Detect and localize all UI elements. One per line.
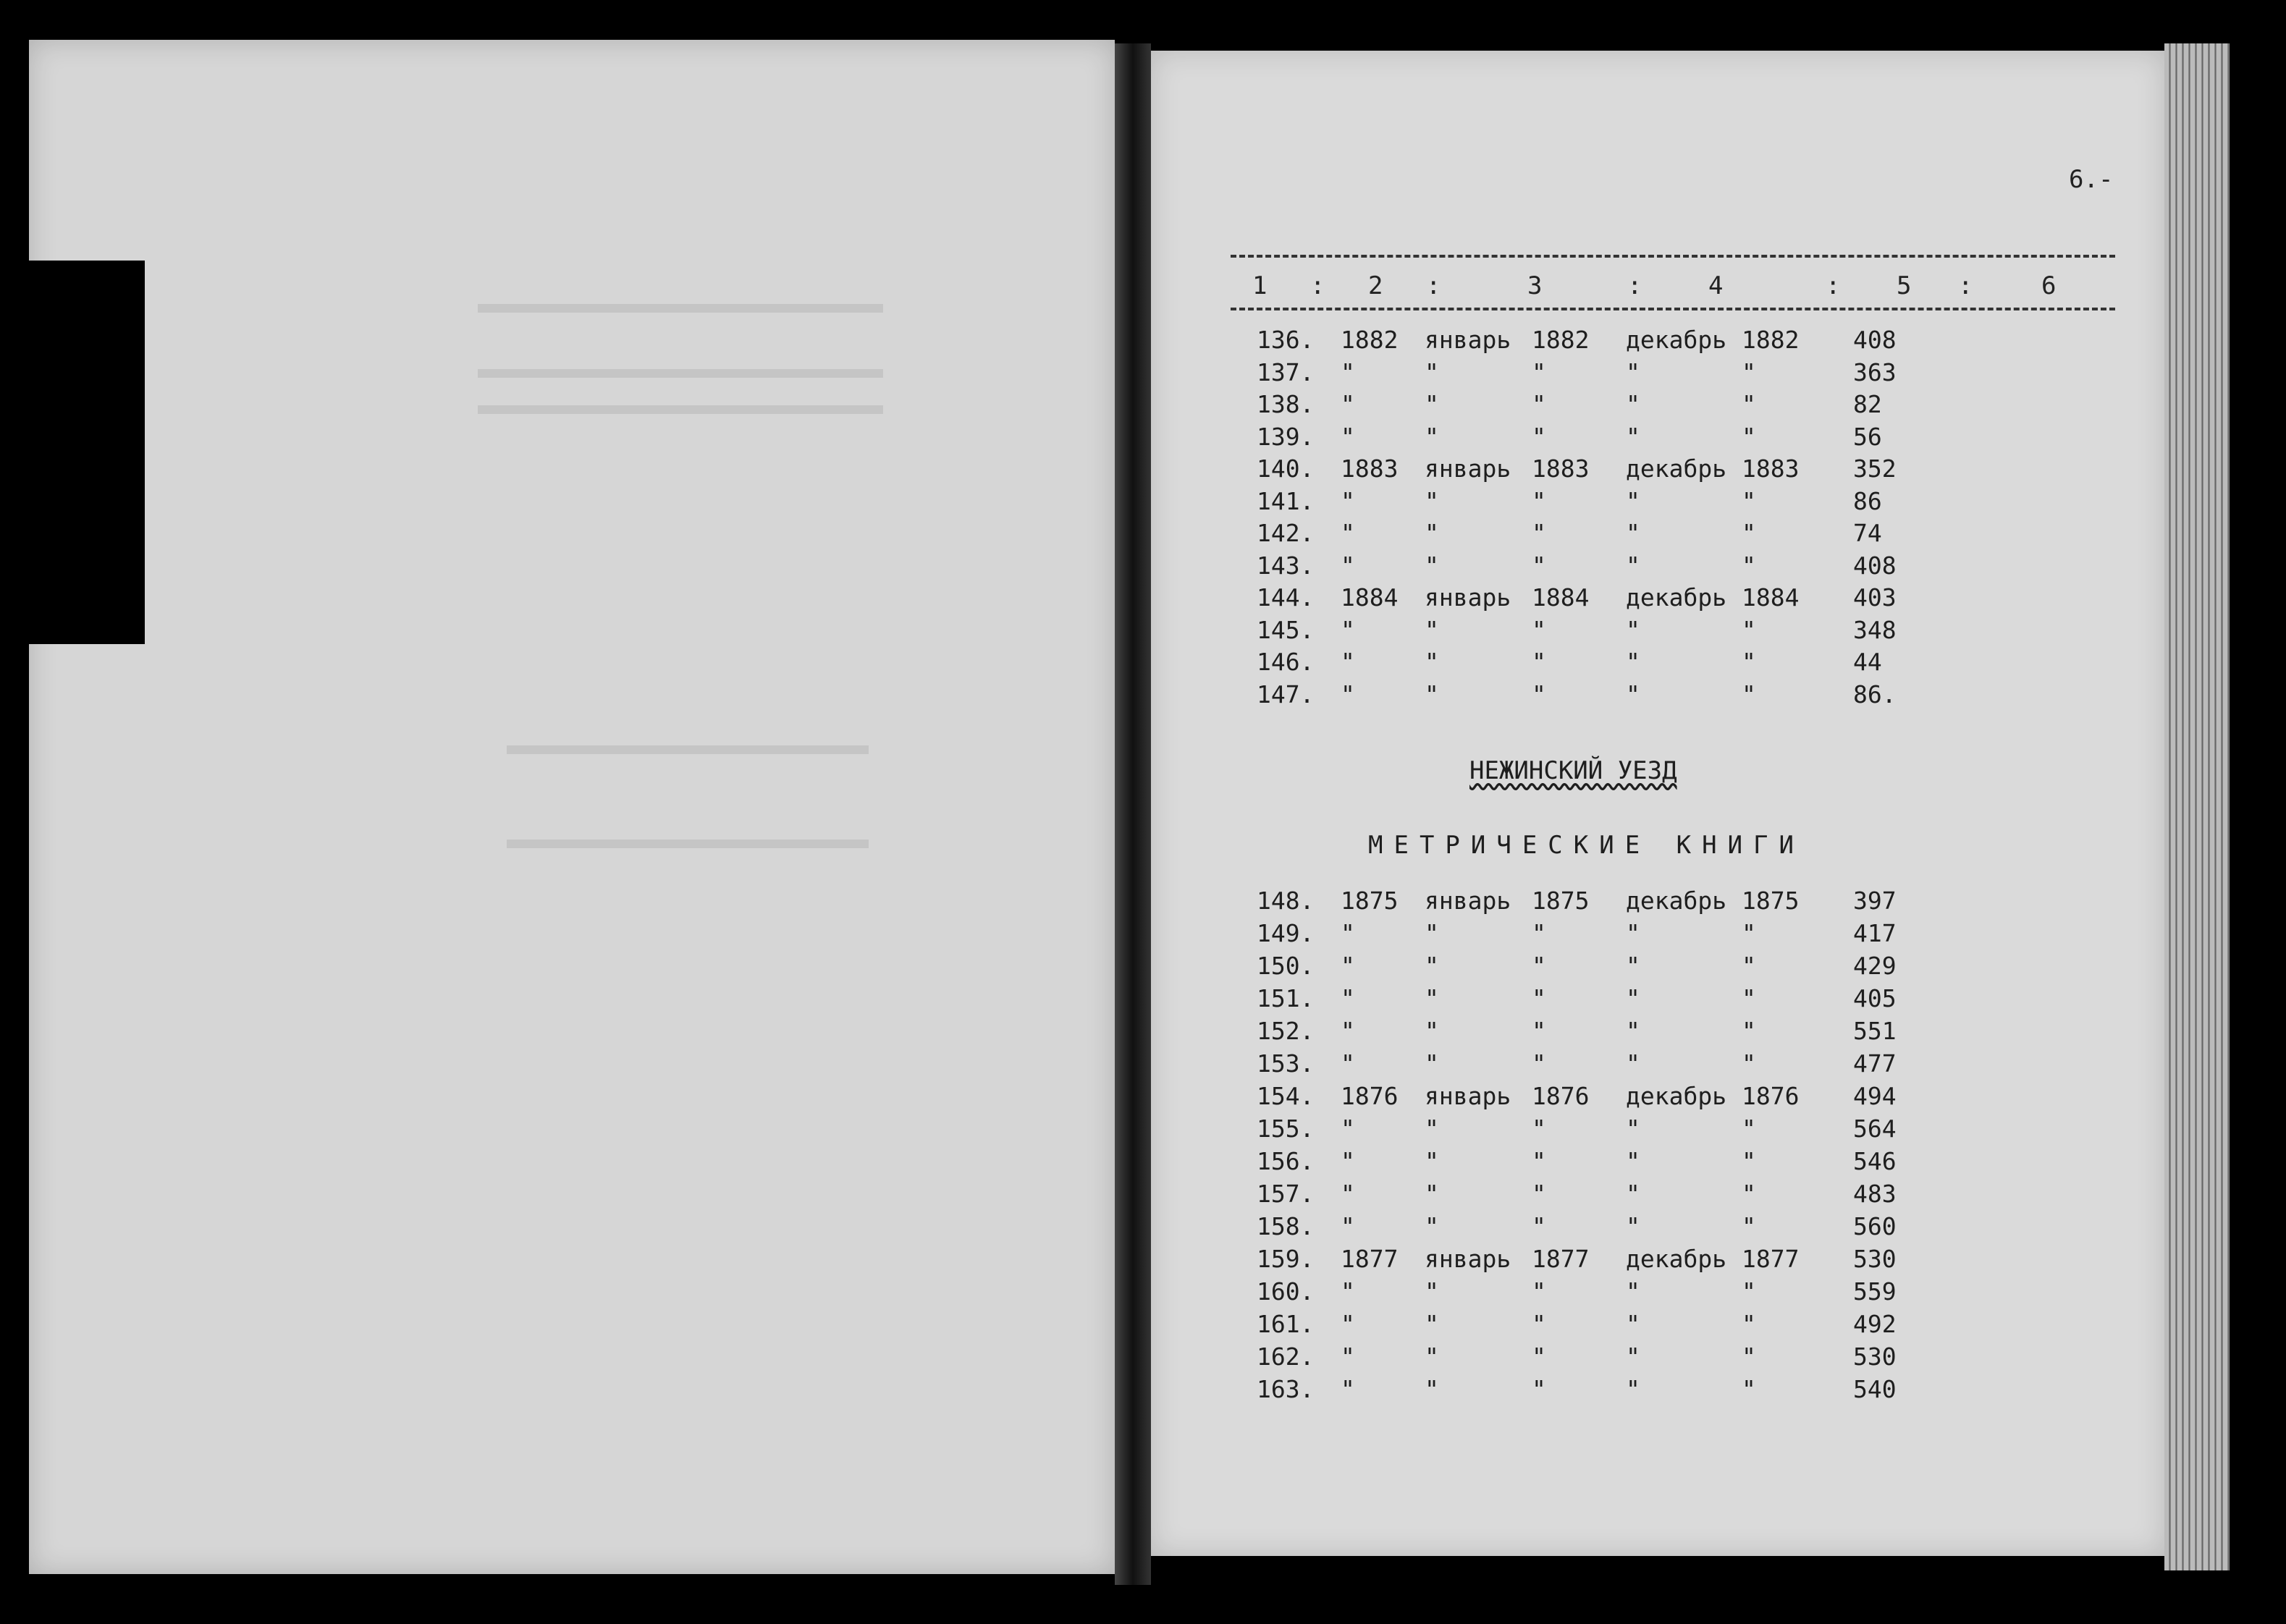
end-year: " bbox=[1742, 984, 1756, 1012]
record-number: 147. bbox=[1257, 680, 1315, 709]
start-year: " bbox=[1341, 1277, 1355, 1306]
record-number: 148. bbox=[1257, 887, 1315, 915]
column-number: 5 bbox=[1897, 271, 1912, 300]
record-number: 140. bbox=[1257, 454, 1315, 483]
end-month: " bbox=[1626, 1277, 1640, 1306]
record-number: 152. bbox=[1257, 1017, 1315, 1045]
end-month: " bbox=[1626, 1212, 1640, 1240]
sheet-count: 405 bbox=[1853, 984, 1897, 1012]
record-row bbox=[0, 358, 2286, 390]
start-month: " bbox=[1425, 551, 1439, 580]
sheet-count: 44 bbox=[1853, 648, 1882, 676]
start-year: 1875 bbox=[1341, 887, 1399, 915]
record-row bbox=[0, 887, 2286, 918]
record-number: 144. bbox=[1257, 583, 1315, 612]
column-number: 6 bbox=[2041, 271, 2057, 300]
start-month: " bbox=[1425, 1277, 1439, 1306]
start-year-repeat: " bbox=[1532, 680, 1546, 709]
start-year: " bbox=[1341, 615, 1355, 644]
start-year-repeat: " bbox=[1532, 422, 1546, 451]
start-year: " bbox=[1341, 984, 1355, 1012]
start-year: " bbox=[1341, 919, 1355, 947]
sheet-count: 492 bbox=[1853, 1310, 1897, 1338]
end-year: " bbox=[1742, 1277, 1756, 1306]
end-year: " bbox=[1742, 1212, 1756, 1240]
record-row bbox=[0, 616, 2286, 648]
start-month: январь bbox=[1425, 454, 1511, 483]
start-month: " bbox=[1425, 1212, 1439, 1240]
start-year-repeat: " bbox=[1532, 1115, 1546, 1143]
start-year-repeat: " bbox=[1532, 1049, 1546, 1078]
end-year: 1877 bbox=[1742, 1245, 1800, 1273]
end-month: " bbox=[1626, 551, 1640, 580]
start-month: " bbox=[1425, 1017, 1439, 1045]
start-month: " bbox=[1425, 1115, 1439, 1143]
start-month: " bbox=[1425, 1310, 1439, 1338]
start-year: " bbox=[1341, 1342, 1355, 1371]
start-year-repeat: " bbox=[1532, 358, 1546, 386]
start-year-repeat: " bbox=[1532, 952, 1546, 980]
start-month: " bbox=[1425, 1147, 1439, 1175]
start-year: " bbox=[1341, 648, 1355, 676]
start-month: " bbox=[1425, 390, 1439, 418]
end-month: " bbox=[1626, 615, 1640, 644]
show-through-mark bbox=[507, 840, 869, 848]
column-separator: : bbox=[1426, 271, 1441, 300]
section-title: МЕТРИЧЕСКИЕ КНИГИ bbox=[1368, 831, 1805, 860]
start-month: " bbox=[1425, 486, 1439, 515]
start-year-repeat: " bbox=[1532, 390, 1546, 418]
end-year: " bbox=[1742, 1049, 1756, 1078]
end-year: " bbox=[1742, 1115, 1756, 1143]
end-month: декабрь bbox=[1626, 1245, 1727, 1273]
start-year-repeat: " bbox=[1532, 1342, 1546, 1371]
start-year: " bbox=[1341, 1017, 1355, 1045]
sheet-count: 86 bbox=[1853, 486, 1882, 515]
start-year: " bbox=[1341, 1212, 1355, 1240]
record-number: 141. bbox=[1257, 486, 1315, 515]
sheet-count: 530 bbox=[1853, 1245, 1897, 1273]
start-year-repeat: " bbox=[1532, 486, 1546, 515]
record-row bbox=[0, 1310, 2286, 1342]
header-bottom-rule bbox=[1231, 308, 2115, 310]
record-number: 149. bbox=[1257, 919, 1315, 947]
end-month: " bbox=[1626, 519, 1640, 547]
end-year: " bbox=[1742, 1147, 1756, 1175]
end-month: " bbox=[1626, 1342, 1640, 1371]
end-year: 1883 bbox=[1742, 454, 1800, 483]
start-year: " bbox=[1341, 952, 1355, 980]
start-year-repeat: 1877 bbox=[1532, 1245, 1590, 1273]
end-year: " bbox=[1742, 952, 1756, 980]
end-month: " bbox=[1626, 984, 1640, 1012]
column-separator: : bbox=[1958, 271, 1973, 300]
start-month: " bbox=[1425, 1180, 1439, 1208]
record-number: 151. bbox=[1257, 984, 1315, 1012]
start-month: " bbox=[1425, 984, 1439, 1012]
end-month: " bbox=[1626, 1375, 1640, 1403]
start-month: " bbox=[1425, 648, 1439, 676]
start-year-repeat: " bbox=[1532, 615, 1546, 644]
start-year-repeat: " bbox=[1532, 1310, 1546, 1338]
end-month: " bbox=[1626, 1180, 1640, 1208]
sheet-count: 86. bbox=[1853, 680, 1897, 709]
end-year: 1882 bbox=[1742, 326, 1800, 354]
end-year: 1875 bbox=[1742, 887, 1800, 915]
record-number: 150. bbox=[1257, 952, 1315, 980]
sheet-count: 559 bbox=[1853, 1277, 1897, 1306]
start-year: " bbox=[1341, 390, 1355, 418]
sheet-count: 403 bbox=[1853, 583, 1897, 612]
start-month: " bbox=[1425, 1342, 1439, 1371]
end-year: " bbox=[1742, 648, 1756, 676]
end-month: декабрь bbox=[1626, 1082, 1727, 1110]
record-number: 159. bbox=[1257, 1245, 1315, 1273]
start-month: " bbox=[1425, 680, 1439, 709]
start-month: январь bbox=[1425, 583, 1511, 612]
end-year: " bbox=[1742, 615, 1756, 644]
start-year: " bbox=[1341, 1310, 1355, 1338]
record-row bbox=[0, 680, 2286, 712]
end-month: " bbox=[1626, 390, 1640, 418]
start-month: " bbox=[1425, 615, 1439, 644]
end-month: декабрь bbox=[1626, 454, 1727, 483]
end-month: декабрь bbox=[1626, 887, 1727, 915]
sheet-count: 363 bbox=[1853, 358, 1897, 386]
record-number: 136. bbox=[1257, 326, 1315, 354]
end-year: " bbox=[1742, 390, 1756, 418]
start-year: " bbox=[1341, 680, 1355, 709]
record-row bbox=[0, 551, 2286, 583]
start-year-repeat: " bbox=[1532, 984, 1546, 1012]
start-year: 1877 bbox=[1341, 1245, 1399, 1273]
end-year: 1884 bbox=[1742, 583, 1800, 612]
start-month: " bbox=[1425, 952, 1439, 980]
start-year: " bbox=[1341, 1375, 1355, 1403]
start-year-repeat: " bbox=[1532, 648, 1546, 676]
record-number: 154. bbox=[1257, 1082, 1315, 1110]
record-number: 163. bbox=[1257, 1375, 1315, 1403]
record-number: 138. bbox=[1257, 390, 1315, 418]
record-number: 155. bbox=[1257, 1115, 1315, 1143]
record-row bbox=[0, 1277, 2286, 1309]
record-number: 139. bbox=[1257, 422, 1315, 451]
record-row bbox=[0, 583, 2286, 615]
record-row bbox=[0, 984, 2286, 1016]
start-month: " bbox=[1425, 1375, 1439, 1403]
record-row bbox=[0, 1082, 2286, 1114]
record-row bbox=[0, 648, 2286, 680]
sheet-count: 56 bbox=[1853, 422, 1882, 451]
record-number: 162. bbox=[1257, 1342, 1315, 1371]
end-year: " bbox=[1742, 1375, 1756, 1403]
start-year: " bbox=[1341, 1049, 1355, 1078]
end-year: " bbox=[1742, 1017, 1756, 1045]
sheet-count: 417 bbox=[1853, 919, 1897, 947]
column-number: 3 bbox=[1527, 271, 1543, 300]
end-month: " bbox=[1626, 648, 1640, 676]
sheet-count: 551 bbox=[1853, 1017, 1897, 1045]
column-number: 4 bbox=[1708, 271, 1724, 300]
start-year-repeat: 1876 bbox=[1532, 1082, 1590, 1110]
column-separator: : bbox=[1627, 271, 1642, 300]
start-year: 1883 bbox=[1341, 454, 1399, 483]
end-month: " bbox=[1626, 486, 1640, 515]
sheet-count: 477 bbox=[1853, 1049, 1897, 1078]
end-month: " bbox=[1626, 1310, 1640, 1338]
end-month: " bbox=[1626, 1115, 1640, 1143]
start-year: " bbox=[1341, 519, 1355, 547]
record-row bbox=[0, 519, 2286, 551]
record-number: 145. bbox=[1257, 615, 1315, 644]
start-month: январь bbox=[1425, 1245, 1511, 1273]
end-year: " bbox=[1742, 486, 1756, 515]
start-year-repeat: 1882 bbox=[1532, 326, 1590, 354]
start-year-repeat: " bbox=[1532, 1212, 1546, 1240]
end-month: " bbox=[1626, 1017, 1640, 1045]
record-row bbox=[0, 326, 2286, 358]
record-row bbox=[0, 1147, 2286, 1179]
start-year: " bbox=[1341, 551, 1355, 580]
start-month: " bbox=[1425, 1049, 1439, 1078]
start-year-repeat: " bbox=[1532, 1375, 1546, 1403]
sheet-count: 540 bbox=[1853, 1375, 1897, 1403]
start-month: " bbox=[1425, 919, 1439, 947]
end-month: " bbox=[1626, 1049, 1640, 1078]
end-month: " bbox=[1626, 680, 1640, 709]
district-title: НЕЖИНСКИЙ УЕЗД bbox=[1469, 756, 1677, 785]
start-year: 1876 bbox=[1341, 1082, 1399, 1110]
sheet-count: 564 bbox=[1853, 1115, 1897, 1143]
start-year: " bbox=[1341, 1147, 1355, 1175]
record-row bbox=[0, 952, 2286, 984]
start-year-repeat: " bbox=[1532, 1147, 1546, 1175]
end-year: " bbox=[1742, 1180, 1756, 1208]
end-year: " bbox=[1742, 919, 1756, 947]
record-number: 157. bbox=[1257, 1180, 1315, 1208]
record-number: 137. bbox=[1257, 358, 1315, 386]
end-month: " bbox=[1626, 919, 1640, 947]
start-year: 1882 bbox=[1341, 326, 1399, 354]
record-row bbox=[0, 919, 2286, 951]
sheet-count: 74 bbox=[1853, 519, 1882, 547]
record-row bbox=[0, 1180, 2286, 1211]
start-month: " bbox=[1425, 358, 1439, 386]
start-year: 1884 bbox=[1341, 583, 1399, 612]
column-number: 1 bbox=[1252, 271, 1268, 300]
start-month: январь bbox=[1425, 1082, 1511, 1110]
column-separator: : bbox=[1310, 271, 1325, 300]
start-year-repeat: " bbox=[1532, 551, 1546, 580]
sheet-count: 429 bbox=[1853, 952, 1897, 980]
record-row bbox=[0, 1245, 2286, 1277]
record-number: 146. bbox=[1257, 648, 1315, 676]
end-year: " bbox=[1742, 1310, 1756, 1338]
sheet-count: 397 bbox=[1853, 887, 1897, 915]
record-row bbox=[0, 454, 2286, 486]
page-number: 6.- bbox=[2069, 165, 2114, 194]
sheet-count: 408 bbox=[1853, 551, 1897, 580]
column-number: 2 bbox=[1368, 271, 1383, 300]
record-row bbox=[0, 1049, 2286, 1081]
record-number: 156. bbox=[1257, 1147, 1315, 1175]
end-month: " bbox=[1626, 358, 1640, 386]
start-year: " bbox=[1341, 486, 1355, 515]
start-year: " bbox=[1341, 1115, 1355, 1143]
start-year-repeat: 1883 bbox=[1532, 454, 1590, 483]
end-year: " bbox=[1742, 519, 1756, 547]
header-top-rule bbox=[1231, 255, 2115, 258]
end-month: " bbox=[1626, 952, 1640, 980]
record-number: 153. bbox=[1257, 1049, 1315, 1078]
record-number: 160. bbox=[1257, 1277, 1315, 1306]
record-row bbox=[0, 390, 2286, 422]
start-year: " bbox=[1341, 358, 1355, 386]
start-month: " bbox=[1425, 422, 1439, 451]
record-row bbox=[0, 487, 2286, 519]
start-year-repeat: " bbox=[1532, 1277, 1546, 1306]
end-month: декабрь bbox=[1626, 326, 1727, 354]
record-row bbox=[0, 1017, 2286, 1049]
record-row bbox=[0, 1115, 2286, 1146]
sheet-count: 408 bbox=[1853, 326, 1897, 354]
start-year-repeat: 1875 bbox=[1532, 887, 1590, 915]
start-year-repeat: " bbox=[1532, 919, 1546, 947]
start-year-repeat: " bbox=[1532, 519, 1546, 547]
end-month: декабрь bbox=[1626, 583, 1727, 612]
sheet-count: 560 bbox=[1853, 1212, 1897, 1240]
column-separator: : bbox=[1826, 271, 1841, 300]
start-year: " bbox=[1341, 422, 1355, 451]
end-year: " bbox=[1742, 680, 1756, 709]
sheet-count: 530 bbox=[1853, 1342, 1897, 1371]
end-year: " bbox=[1742, 551, 1756, 580]
record-row bbox=[0, 1375, 2286, 1407]
start-month: " bbox=[1425, 519, 1439, 547]
sheet-count: 546 bbox=[1853, 1147, 1897, 1175]
start-year-repeat: " bbox=[1532, 1180, 1546, 1208]
start-month: январь bbox=[1425, 326, 1511, 354]
sheet-count: 494 bbox=[1853, 1082, 1897, 1110]
show-through-mark bbox=[507, 745, 869, 754]
record-number: 142. bbox=[1257, 519, 1315, 547]
end-year: " bbox=[1742, 1342, 1756, 1371]
column-header bbox=[0, 271, 2286, 308]
sheet-count: 82 bbox=[1853, 390, 1882, 418]
sheet-count: 348 bbox=[1853, 615, 1897, 644]
end-year: " bbox=[1742, 358, 1756, 386]
start-year-repeat: " bbox=[1532, 1017, 1546, 1045]
record-number: 143. bbox=[1257, 551, 1315, 580]
end-month: " bbox=[1626, 422, 1640, 451]
record-number: 161. bbox=[1257, 1310, 1315, 1338]
record-number: 158. bbox=[1257, 1212, 1315, 1240]
sheet-count: 483 bbox=[1853, 1180, 1897, 1208]
end-month: " bbox=[1626, 1147, 1640, 1175]
start-month: январь bbox=[1425, 887, 1511, 915]
record-row bbox=[0, 1212, 2286, 1244]
end-year: 1876 bbox=[1742, 1082, 1800, 1110]
record-row bbox=[0, 1342, 2286, 1374]
start-year: " bbox=[1341, 1180, 1355, 1208]
end-year: " bbox=[1742, 422, 1756, 451]
start-year-repeat: 1884 bbox=[1532, 583, 1590, 612]
sheet-count: 352 bbox=[1853, 454, 1897, 483]
record-row bbox=[0, 423, 2286, 454]
